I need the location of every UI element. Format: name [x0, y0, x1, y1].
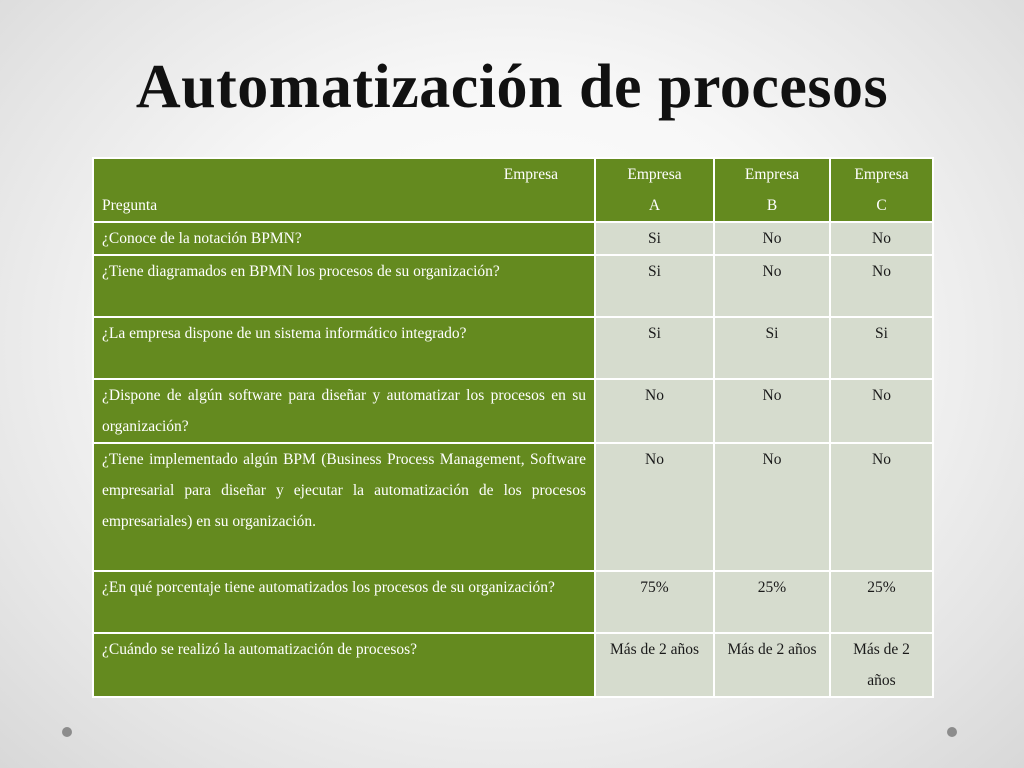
header-company-c [830, 158, 933, 222]
decorative-dot-left [62, 727, 72, 737]
question-cell: ¿Tiene implementado algún BPM (Business Process Management, Software empresarial para diseñar y ejecutar la automatización de los procesos empresariales) en su organización. [93, 443, 595, 571]
answer-c-cell: No [830, 255, 933, 317]
question-cell: ¿Cuándo se realizó la automatización de procesos? [93, 633, 595, 697]
answer-a-cell: No [595, 379, 714, 443]
header-company-b-line2: B [766, 197, 778, 214]
header-company-b-line1: Empresa [744, 166, 800, 183]
question-cell: ¿Conoce de la notación BPMN? [93, 222, 595, 255]
header-company-a-line2: A [648, 197, 661, 214]
answer-c-cell: No [830, 222, 933, 255]
answer-b-cell: No [714, 379, 830, 443]
answer-c-cell: 25% [830, 571, 933, 633]
answer-c-cell: Más de 2 años [830, 633, 933, 697]
decorative-dot-right [947, 727, 957, 737]
header-company-label: Empresa [503, 166, 558, 183]
answer-a-cell: No [595, 443, 714, 571]
answer-a-cell: Si [595, 255, 714, 317]
table-row [93, 222, 933, 255]
header-company-c-line2: C [876, 197, 887, 214]
question-cell: ¿Dispone de algún software para diseñar y automatizar los procesos en su organización? [93, 379, 595, 443]
answer-a-cell: Más de 2 años [595, 633, 714, 697]
answer-b-cell: No [714, 443, 830, 571]
answer-b-cell: 25% [714, 571, 830, 633]
table-row [93, 571, 933, 633]
survey-table [92, 157, 934, 698]
question-cell: ¿La empresa dispone de un sistema informático integrado? [93, 317, 595, 379]
header-company-b [714, 158, 830, 222]
table-row [93, 633, 933, 697]
table-row [93, 317, 933, 379]
table-row [93, 379, 933, 443]
question-cell: ¿Tiene diagramados en BPMN los procesos de su organización? [93, 255, 595, 317]
answer-b-cell: No [714, 255, 830, 317]
answer-c-cell: Si [830, 317, 933, 379]
header-company-a [595, 158, 714, 222]
answer-a-cell: Si [595, 222, 714, 255]
table-header-row [93, 158, 933, 222]
header-question-cell [93, 158, 595, 222]
answer-a-cell: Si [595, 317, 714, 379]
header-company-a-line1: Empresa [627, 166, 682, 183]
question-cell: ¿En qué porcentaje tiene automatizados los procesos de su organización? [93, 571, 595, 633]
header-question-label: Pregunta [102, 197, 158, 214]
answer-c-cell: No [830, 379, 933, 443]
slide-title: Automatización de procesos [135, 53, 889, 121]
table-row [93, 443, 933, 571]
answer-b-cell: Si [714, 317, 830, 379]
answer-c-cell: No [830, 443, 933, 571]
table-row [93, 255, 933, 317]
header-company-c-line1: Empresa [854, 166, 909, 183]
answer-a-cell: 75% [595, 571, 714, 633]
answer-b-cell: Más de 2 años [714, 633, 830, 697]
answer-b-cell: No [714, 222, 830, 255]
